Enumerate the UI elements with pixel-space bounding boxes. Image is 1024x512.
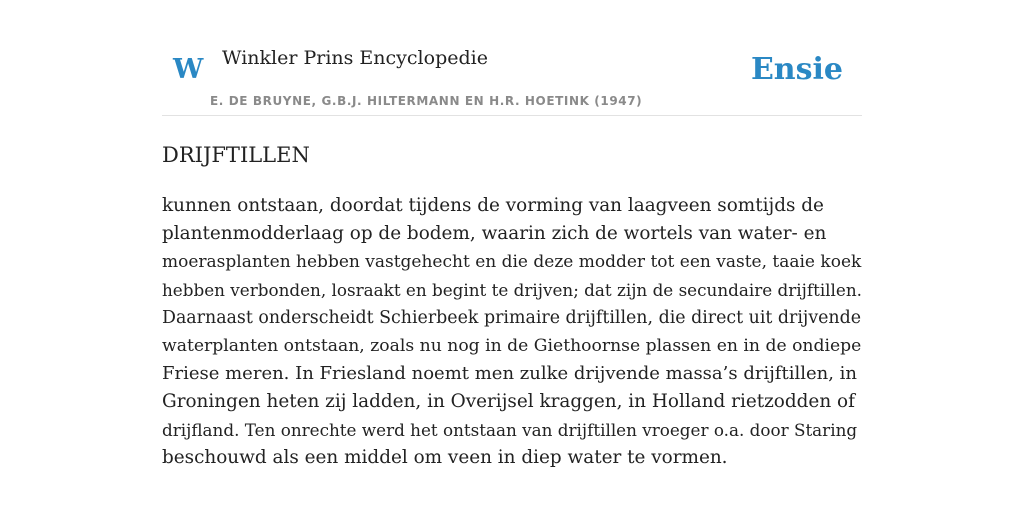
publication-authors: E. DE BRUYNE, G.B.J. HILTERMANN EN H.R. HOETINK (1947) bbox=[210, 94, 643, 108]
article-body-line: hebben verbonden, losraakt en begint te drijven; dat zijn de secundaire drijftillen. bbox=[162, 280, 862, 300]
publication-title[interactable]: Winkler Prins Encyclopedie bbox=[222, 47, 488, 69]
article-headword: DRIJFTILLEN bbox=[162, 143, 310, 167]
article-body-line: beschouwd als een middel om veen in diep water te vormen. bbox=[162, 447, 728, 468]
article-body-line: plantenmodderlaag op de bodem, waarin zich de wortels van water- en bbox=[162, 223, 827, 244]
article-body-line: moerasplanten hebben vastgehecht en die deze modder tot een vaste, taaie koek bbox=[162, 252, 862, 272]
article-body bbox=[162, 192, 862, 472]
article-body-line: Friese meren. In Friesland noemt men zulke drijvende massa’s drijftillen, in bbox=[162, 363, 858, 384]
article-body-line: kunnen ontstaan, doordat tijdens de vorming van laagveen somtijds de bbox=[162, 195, 824, 216]
article-body-line: drijfland. Ten onrechte werd het ontstaan van drijftillen vroeger o.a. door Staring bbox=[162, 420, 858, 440]
article-body-line: Daarnaast onderscheidt Schierbeek primaire drijftillen, die direct uit drijvende bbox=[162, 308, 862, 328]
site-logo[interactable]: Ensie bbox=[750, 52, 843, 87]
header-divider bbox=[162, 115, 862, 116]
article-body-line: waterplanten ontstaan, zoals nu nog in de Giethoornse plassen en in de ondiepe bbox=[162, 336, 862, 356]
publication-logo[interactable]: W bbox=[173, 54, 204, 85]
article-body-line: Groningen heten zij ladden, in Overijsel kraggen, in Holland rietzodden of bbox=[162, 391, 855, 412]
